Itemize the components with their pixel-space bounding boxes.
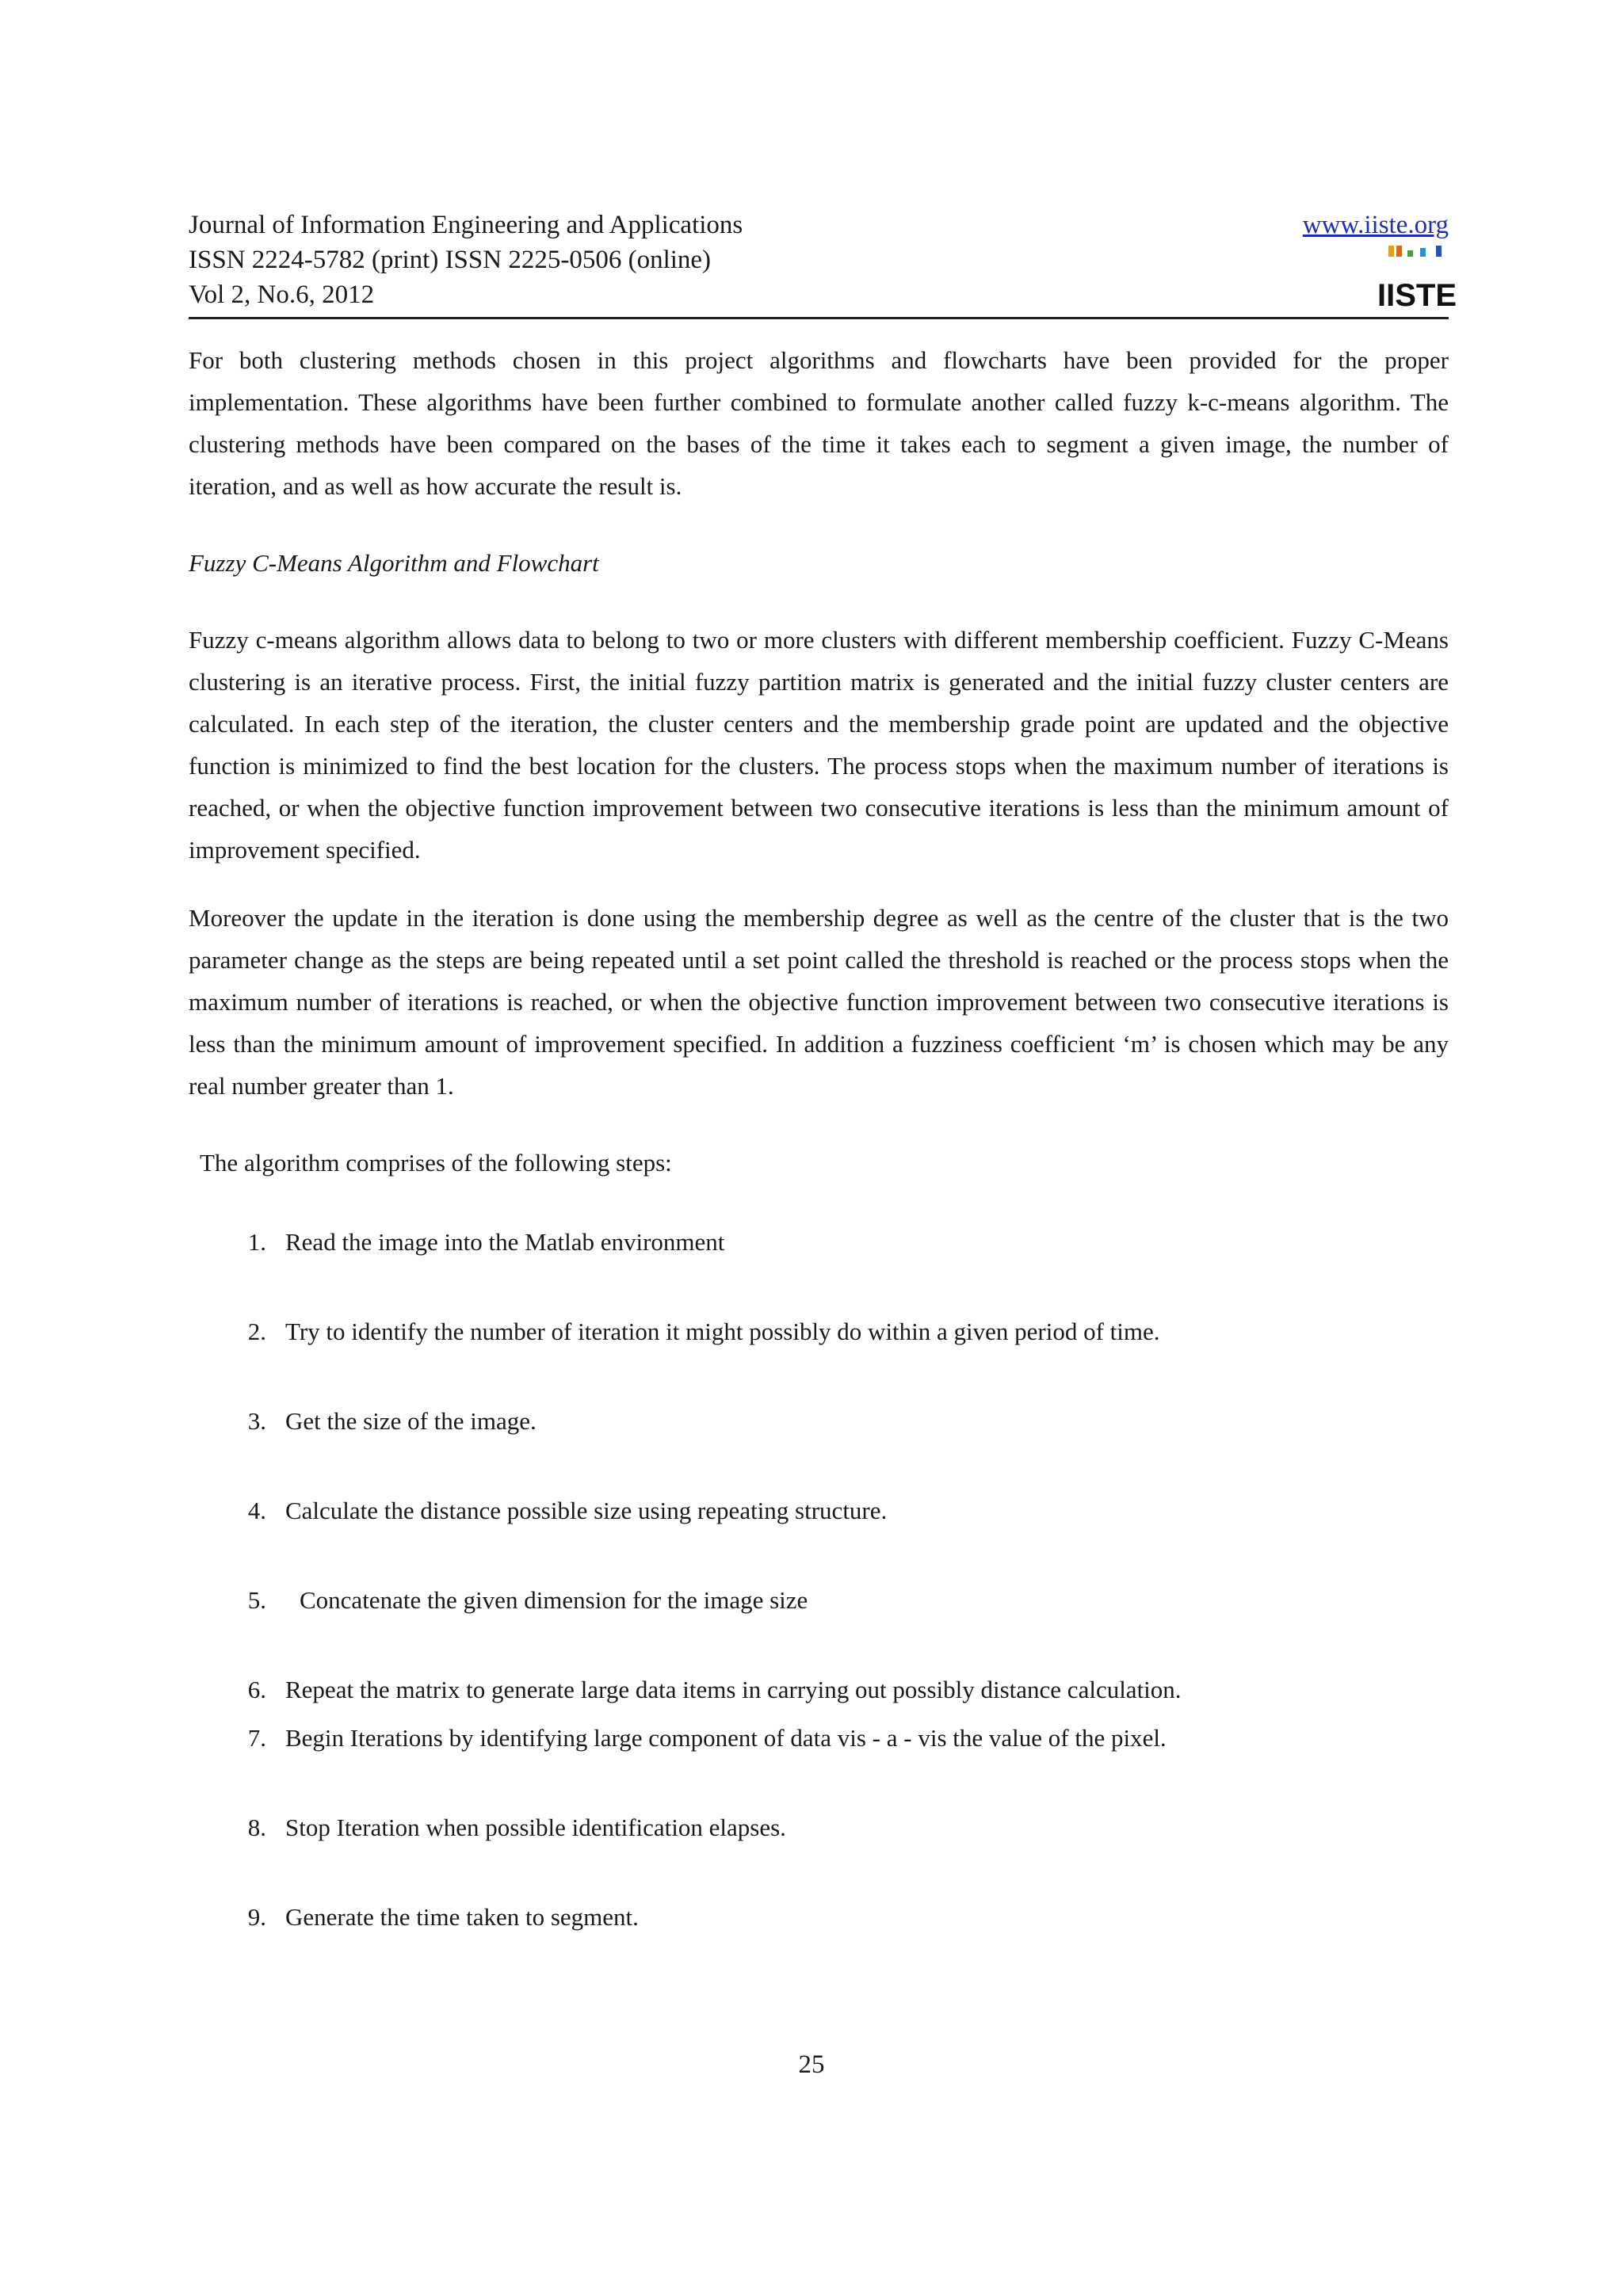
list-item: 6. Repeat the matrix to generate large data items in carrying out possibly distance calculation. xyxy=(247,1676,1182,1703)
section-subheading: Fuzzy C-Means Algorithm and Flowchart xyxy=(189,549,599,577)
list-item: 2. Try to identify the number of iteration it might possibly do within a given period of time. xyxy=(247,1318,1160,1345)
journal-info xyxy=(189,208,743,312)
journal-issn: ISSN 2224-5782 (print) ISSN 2225-0506 (online) xyxy=(189,246,712,274)
list-item: 9. Generate the time taken to segment. xyxy=(247,1903,639,1931)
algorithm-steps-list xyxy=(189,1221,1449,1938)
journal-volume: Vol 2, No.6, 2012 xyxy=(189,280,375,309)
list-item: 3. Get the size of the image. xyxy=(247,1407,537,1435)
list-item: 5. Concatenate the given dimension for the image size xyxy=(247,1586,808,1614)
journal-header xyxy=(189,208,1457,319)
paragraph-intro: For both clustering methods chosen in this project algorithms and flowcharts have been provided for the proper implementation. These algorithms have been further combined to formulate another called fuzzy k-c-means algorithm. The clustering methods have been compared on the bases of the time it takes each to segment a given image, the number of iteration, and as well as how accurate the result is. xyxy=(189,346,1449,500)
steps-lead-in: The algorithm comprises of the following steps: xyxy=(200,1149,672,1177)
page-number: 25 xyxy=(798,2050,825,2079)
iiste-logo-icon xyxy=(1377,244,1457,313)
logo-text: IISTE xyxy=(1377,278,1457,313)
list-item: 4. Calculate the distance possible size using repeating structure. xyxy=(247,1497,888,1524)
website-link[interactable]: www.iiste.org xyxy=(1302,211,1449,239)
list-item: 1. Read the image into the Matlab environment xyxy=(247,1228,725,1256)
list-item: 7. Begin Iterations by identifying large component of data vis - a - vis the value of the pixel. xyxy=(247,1724,1167,1752)
article-body xyxy=(189,339,1449,1938)
paragraph-fcm-update: Moreover the update in the iteration is done using the membership degree as well as the centre of the cluster that is the two parameter change as the steps are being repeated until a set point called the threshold is reached or the process stops when the maximum number of iterations is reached, or when the objective function improvement between two consecutive iterations is less than the minimum amount of improvement specified. In addition a fuzziness coefficient ‘m’ is chosen which may be any real number greater than 1. xyxy=(189,904,1449,1100)
journal-title: Journal of Information Engineering and Applications xyxy=(189,211,743,239)
paragraph-fcm-description: Fuzzy c-means algorithm allows data to belong to two or more clusters with different membership coefficient. Fuzzy C-Means clustering is an iterative process. First, the initial fuzzy partition matrix is generated and the initial fuzzy cluster centers are calculated. In each step of the iteration, the cluster centers and the membership grade point are updated and the objective function is minimized to find the best location for the clusters. The process stops when the maximum number of iterations is reached, or when the objective function improvement between two consecutive iterations is less than the minimum amount of improvement specified. xyxy=(189,626,1449,864)
list-item: 8. Stop Iteration when possible identification elapses. xyxy=(247,1814,786,1841)
